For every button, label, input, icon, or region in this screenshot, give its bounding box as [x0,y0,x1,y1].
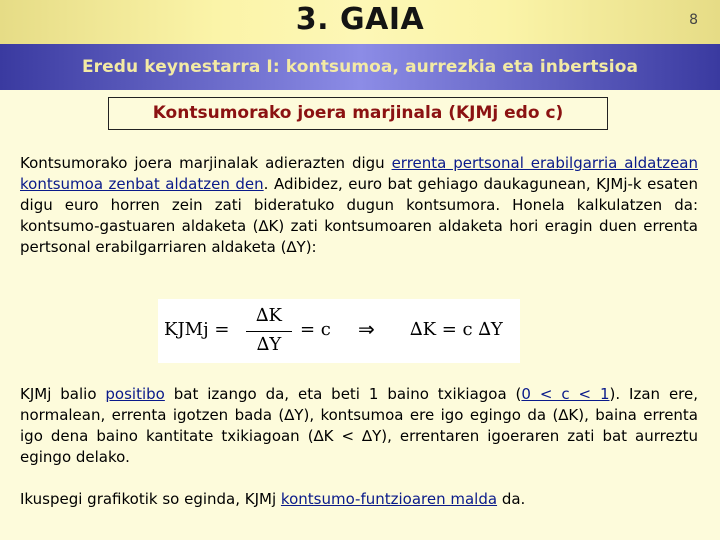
definition-paragraph [20,153,698,258]
positive-link[interactable]: positibo [105,385,165,403]
definition-link[interactable]: errenta pertsonal erabilgarria aldatzean kontsumoa zenbat aldatzen den [20,154,699,193]
range-link[interactable]: 0 < c < 1 [521,385,610,403]
implies-icon: ⇒ [358,317,375,341]
slide-subtitle: Eredu keynestarra I: kontsumoa, aurrezkia eta inbertsioa [81,57,639,77]
formula [158,299,520,363]
properties-text-3: ). Izan ere, normalean, errenta igotzen bada (∆Y), kontsumoa ere igo egingo da (∆K), baina errenta igo dena baino kantitate txikiagoan (∆K < ∆Y), errentaren igoeraren zati bat aurreztu egingo delako. [20,385,699,466]
properties-text-2: bat izango da, eta beti 1 baino txikiagoa ( [164,385,522,403]
definition-text-end: . Adibidez, euro bat gehiago daukagunean, KJMj-k esaten digu euro horren zein zati bideratuko dugun kontsumora. Honela kalkulatzen da: kontsumo-gastuaren aldaketa (∆K) zati kontsumoaren aldaketa hori eragin duen errenta pertsonal erabilgarriaren aldaketa (∆Y): [20,175,698,256]
graphical-text-end: da. [497,490,526,508]
properties-paragraph [20,384,698,468]
graphical-paragraph [20,489,698,510]
slope-link[interactable]: kontsumo-funtzioaren malda [280,490,498,508]
formula-numerator: ∆K [255,305,282,326]
slide-title: 3. GAIA [295,2,425,37]
formula-equals-c: = c [300,319,331,340]
formula-denominator: ∆Y [256,334,282,355]
formula-lhs: KJMj = [164,319,230,340]
fraction-bar [246,331,292,332]
graphical-text-start: Ikuspegi grafikotik so eginda, KJMj [20,490,281,508]
section-heading: Kontsumorako joera marjinala (KJMj edo c) [152,103,564,123]
formula-rhs: ∆K = c ∆Y [410,319,503,340]
properties-text-1: KJMj balio [20,385,106,403]
formula-box [158,299,520,363]
section-heading-box [108,97,608,130]
definition-text-start: Kontsumorako joera marjinalak adierazten digu [20,154,392,172]
page-number: 8 [689,12,698,28]
